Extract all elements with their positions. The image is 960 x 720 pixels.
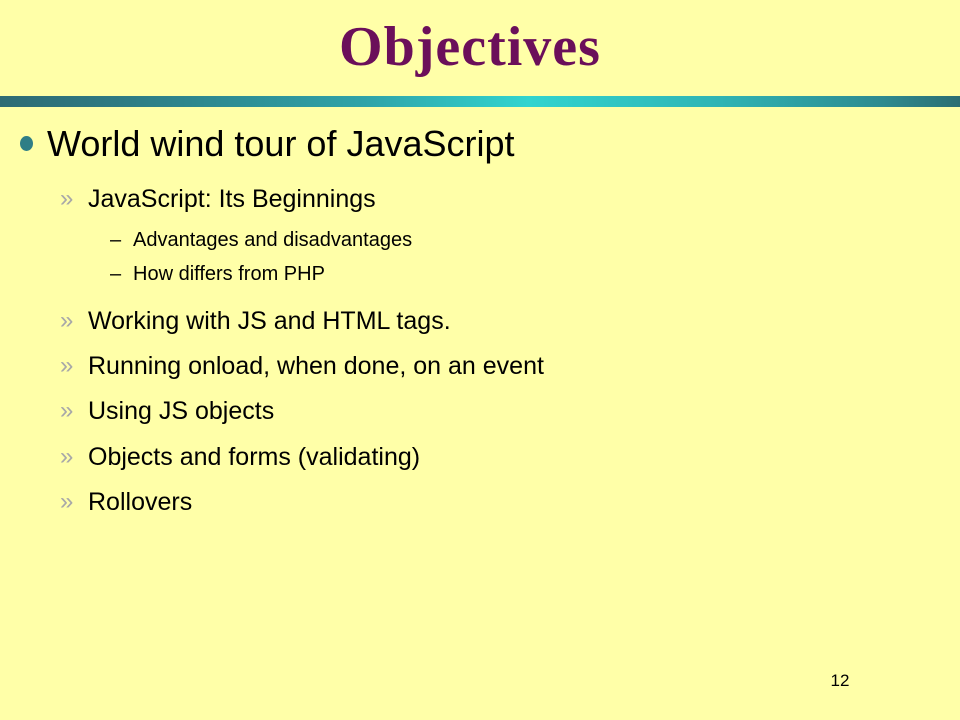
list-item-text: Rollovers	[88, 488, 193, 516]
list-item-text: How differs from PHP	[133, 263, 325, 285]
list-item	[0, 391, 940, 431]
list-item	[0, 258, 940, 290]
chevron-right-icon: »	[60, 352, 74, 379]
bullet-dot-icon	[20, 136, 33, 151]
chevron-right-icon: »	[60, 443, 74, 470]
chevron-right-icon: »	[60, 397, 74, 424]
chevron-right-icon: »	[60, 307, 74, 334]
list-item-text: Running onload, when done, on an event	[88, 352, 544, 380]
dash-icon: –	[110, 229, 122, 251]
list-item	[0, 224, 940, 256]
slide-title: Objectives	[339, 16, 601, 78]
list-item-text: Using JS objects	[88, 397, 275, 425]
page-number: 12	[830, 671, 850, 690]
list-item-text: JavaScript: Its Beginnings	[88, 185, 376, 213]
list-item-text: Objects and forms (validating)	[88, 443, 421, 471]
list-item	[0, 482, 940, 522]
chevron-right-icon: »	[60, 185, 74, 212]
list-item-text: Working with JS and HTML tags.	[88, 307, 451, 335]
list-item	[0, 437, 940, 477]
dash-icon: –	[110, 263, 122, 285]
main-bullet-text: World wind tour of JavaScript	[47, 123, 515, 164]
list-item	[0, 346, 940, 386]
list-item	[0, 179, 940, 219]
chevron-right-icon: »	[60, 488, 74, 515]
title-divider	[0, 96, 960, 107]
list-item	[0, 301, 940, 341]
list-item-text: Advantages and disadvantages	[133, 229, 413, 251]
